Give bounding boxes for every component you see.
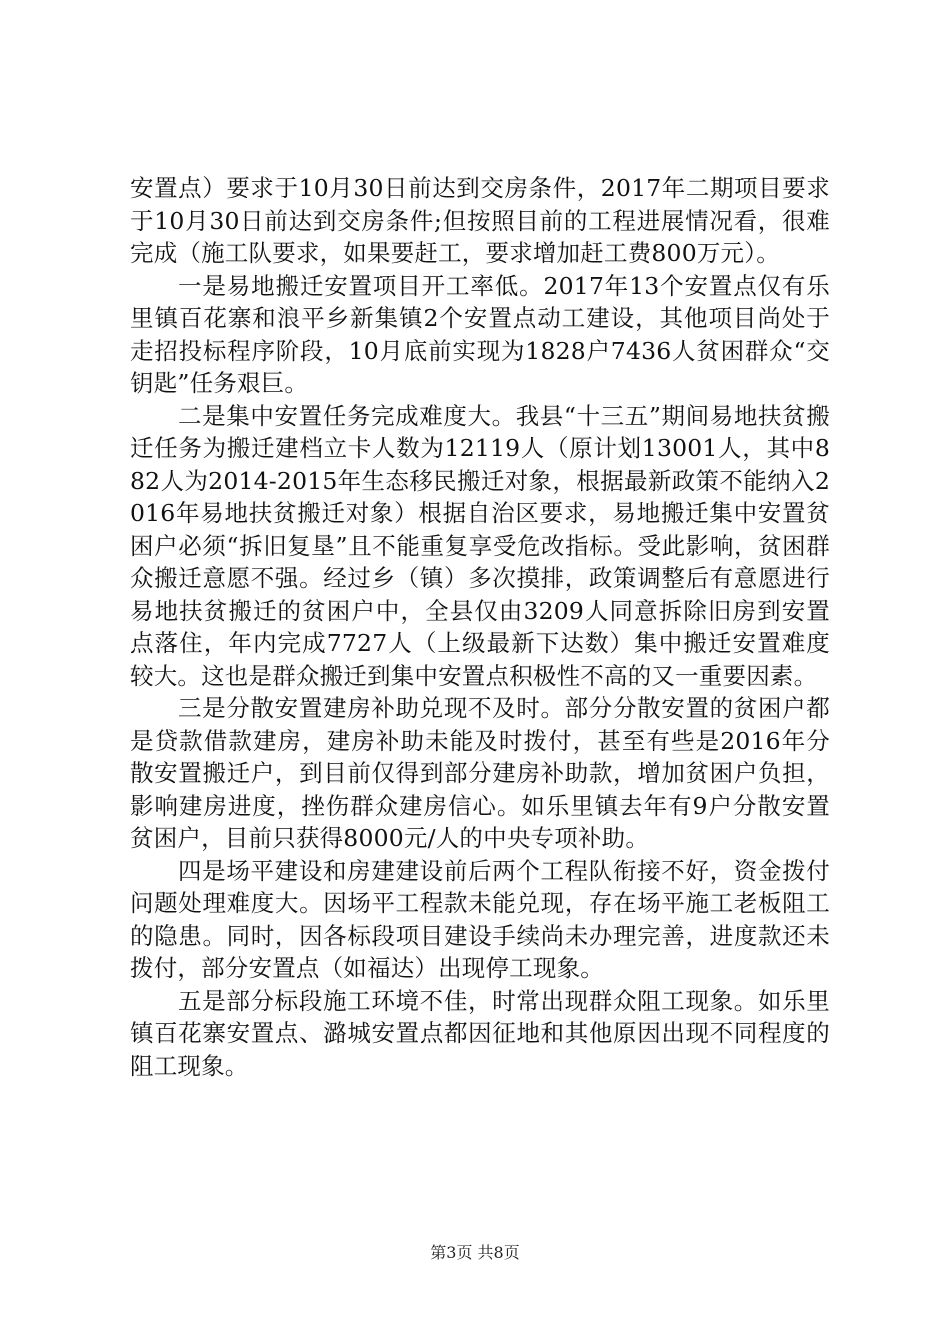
- paragraph-issue-1: 一是易地搬迁安置项目开工率低。2017年13个安置点仅有乐里镇百花寨和浪平乡新集镇2个安置点动工建设，其他项目尚处于走招投标程序阶段，10月底前实现为1828户7436人贫困群众“交钥匙”任务艰巨。: [130, 271, 830, 397]
- paragraph-issue-3: 三是分散安置建房补助兑现不及时。部分分散安置的贫困户都是贷款借款建房，建房补助未能及时拨付，甚至有些是2016年分散安置搬迁户，到目前仅得到部分建房补助款，增加贫困户负担，影响建房进度，挫伤群众建房信心。如乐里镇去年有9户分散安置贫困户，目前只获得8000元/人的中央专项补助。: [130, 694, 830, 852]
- page-number-footer: 第3页 共8页: [430, 1243, 520, 1262]
- paragraph-issue-5: 五是部分标段施工环境不佳，时常出现群众阻工现象。如乐里镇百花寨安置点、潞城安置点都因征地和其他原因出现不同程度的阻工现象。: [130, 986, 830, 1080]
- document-body: [130, 172, 830, 1082]
- paragraph-continuation: 安置点）要求于10月30日前达到交房条件，2017年二期项目要求于10月30日前达到交房条件;但按照目前的工程进展情况看，很难完成（施工队要求，如果要赶工，要求增加赶工费800万元）。: [130, 174, 830, 267]
- paragraph-issue-4: 四是场平建设和房建建设前后两个工程队衔接不好，资金拨付问题处理难度大。因场平工程款未能兑现，存在场平施工老板阻工的隐患。同时，因各标段项目建设手续尚未办理完善，进度款还未拨付，部分安置点（如福达）出现停工现象。: [130, 856, 830, 982]
- paragraph-issue-2: 二是集中安置任务完成难度大。我县“十三五”期间易地扶贫搬迁任务为搬迁建档立卡人数为12119人（原计划13001人，其中882人为2014-2015年生态移民搬迁对象，根据最新政策不能纳入2016年易地扶贫搬迁对象）根据自治区要求，易地搬迁集中安置贫困户必须“拆旧复垦”且不能重复享受危改指标。受此影响，贫困群众搬迁意愿不强。经过乡（镇）多次摸排，政策调整后有意愿进行易地扶贫搬迁的贫困户中，全县仅由3209人同意拆除旧房到安置点落住，年内完成7727人（上级最新下达数）集中搬迁安置难度较大。这也是群众搬迁到集中安置点积极性不高的又一重要因素。: [130, 401, 830, 690]
